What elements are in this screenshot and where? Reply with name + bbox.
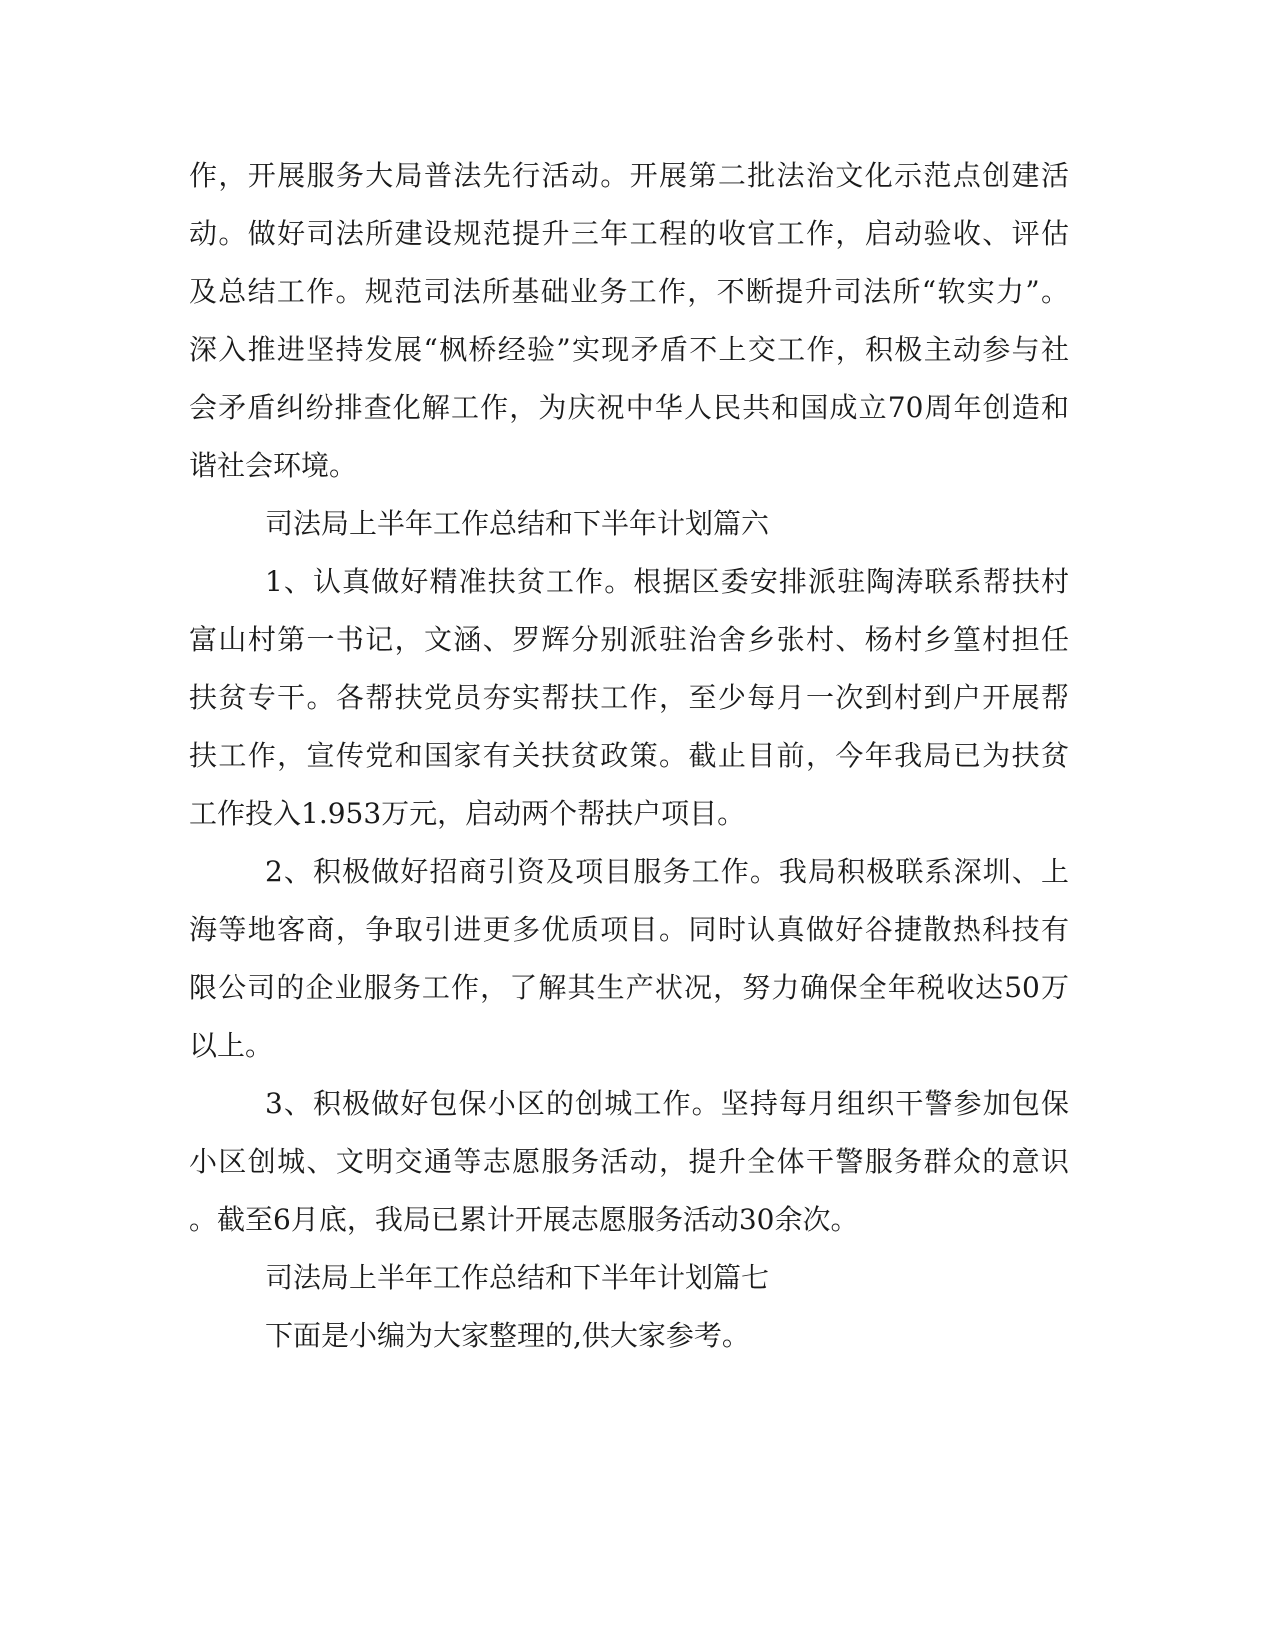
paragraph-line: 扶工作，宣传党和国家有关扶贫政策。截止目前，今年我局已为扶贫 <box>189 739 1069 772</box>
paragraph-line: 。截至6月底，我局已累计开展志愿服务活动30余次。 <box>189 1203 859 1236</box>
paragraph-line: 工作投入1.953万元，启动两个帮扶户项目。 <box>189 797 746 830</box>
section-heading: 司法局上半年工作总结和下半年计划篇六 <box>265 507 770 540</box>
paragraph-line: 3、积极做好包保小区的创城工作。坚持每月组织干警参加包保 <box>265 1087 1069 1120</box>
paragraph-line: 海等地客商，争取引进更多优质项目。同时认真做好谷捷散热科技有 <box>189 913 1069 946</box>
section-heading: 司法局上半年工作总结和下半年计划篇七 <box>265 1261 770 1294</box>
paragraph-line: 深入推进坚持发展“枫桥经验”实现矛盾不上交工作，积极主动参与社 <box>189 333 1069 366</box>
paragraph-line: 扶贫专干。各帮扶党员夯实帮扶工作，至少每月一次到村到户开展帮 <box>189 681 1069 714</box>
paragraph-line: 动。做好司法所建设规范提升三年工程的收官工作，启动验收、评估 <box>189 217 1069 250</box>
paragraph-line: 下面是小编为大家整理的,供大家参考。 <box>265 1319 750 1352</box>
paragraph-line: 及总结工作。规范司法所基础业务工作，不断提升司法所“软实力”。 <box>189 275 1069 308</box>
paragraph-line: 1、认真做好精准扶贫工作。根据区委安排派驻陶涛联系帮扶村 <box>265 565 1069 598</box>
paragraph-line: 会矛盾纠纷排查化解工作，为庆祝中华人民共和国成立70周年创造和 <box>189 391 1069 424</box>
paragraph-line: 作，开展服务大局普法先行活动。开展第二批法治文化示范点创建活 <box>189 159 1069 192</box>
paragraph-line: 2、积极做好招商引资及项目服务工作。我局积极联系深圳、上 <box>265 855 1069 888</box>
paragraph-line: 以上。 <box>189 1029 274 1062</box>
paragraph-line: 谐社会环境。 <box>189 449 358 482</box>
paragraph-line: 限公司的企业服务工作，了解其生产状况，努力确保全年税收达50万 <box>189 971 1069 1004</box>
paragraph-line: 富山村第一书记，文涵、罗辉分别派驻治舍乡张村、杨村乡篁村担任 <box>189 623 1069 656</box>
paragraph-line: 小区创城、文明交通等志愿服务活动，提升全体干警服务群众的意识 <box>189 1145 1069 1178</box>
